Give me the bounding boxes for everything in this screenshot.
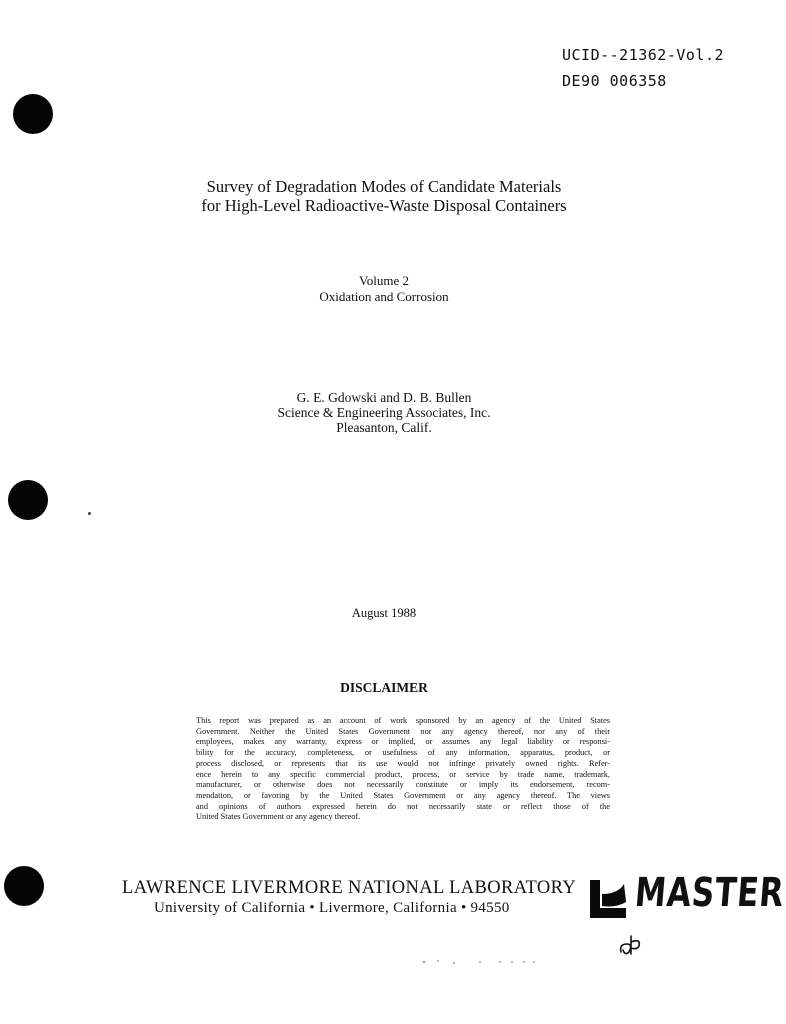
laboratory-address: University of California • Livermore, California • 94550	[154, 900, 510, 916]
disclaimer-line: Government. Neither the United States Government nor any agency thereof, nor any of their	[196, 726, 610, 736]
punch-hole-bottom	[4, 866, 44, 906]
volume-number: Volume 2	[359, 273, 409, 288]
disclaimer-line: ence herein to any specific commercial product, process, or service by trade name, trademark,	[196, 769, 610, 779]
scan-specks	[420, 958, 540, 966]
title-line-2: for High-Level Radioactive-Waste Disposal Containers	[201, 196, 567, 215]
disclaimer-line: employees, makes any warranty, express or implied, or assumes any legal liability or responsi-	[196, 737, 610, 747]
disclaimer-line: bility for the accuracy, completeness, or usefulness of any information, apparatus, product, or	[196, 748, 610, 758]
author-organization: Science & Engineering Associates, Inc.	[277, 405, 491, 420]
disclaimer-heading: DISCLAIMER	[340, 680, 428, 695]
author-names: G. E. Gdowski and D. B. Bullen	[296, 390, 472, 405]
disclaimer-line: United States Government or any agency thereof.	[196, 812, 361, 822]
llnl-logo-icon	[588, 878, 628, 920]
disclaimer-line: and opinions of authors expressed herein do not necessarily state or reflect those of the	[196, 801, 610, 811]
disclaimer-line: mendation, or favoring by the United States Government or any agency thereof. The views	[196, 790, 610, 800]
handwritten-mark-icon	[617, 932, 645, 958]
disclaimer-line: process disclosed, or represents that its use would not infringe privately owned rights. Refer-	[196, 758, 610, 768]
disclaimer-text	[196, 716, 610, 823]
document-id: UCID--21362-Vol.2	[562, 46, 725, 64]
author-location: Pleasanton, Calif.	[336, 420, 432, 435]
publication-date: August 1988	[351, 606, 417, 620]
punch-hole-middle	[8, 480, 48, 520]
master-stamp: MASTER	[633, 870, 786, 916]
volume-subtitle: Oxidation and Corrosion	[319, 289, 449, 304]
disclaimer-line: manufacturer, or otherwise does not necessarily constitute or imply its endorsement, recom-	[196, 780, 610, 790]
accession-number: DE90 006358	[562, 72, 667, 90]
laboratory-name: LAWRENCE LIVERMORE NATIONAL LABORATORY	[122, 878, 577, 898]
punch-hole-top	[13, 94, 53, 134]
title-line-1: Survey of Degradation Modes of Candidate Materials	[206, 177, 562, 196]
speck	[88, 512, 91, 515]
disclaimer-line: This report was prepared as an account of work sponsored by an agency of the United States	[196, 716, 610, 725]
